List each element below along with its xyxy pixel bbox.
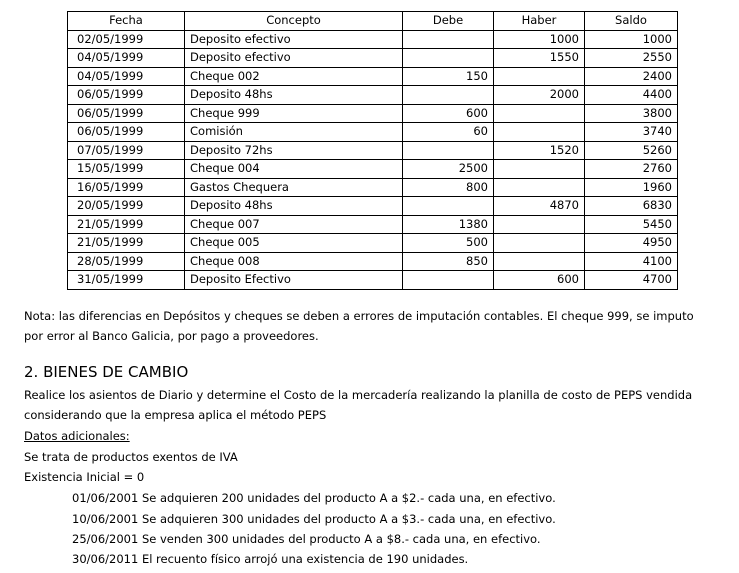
- cell-concepto: Comisión: [185, 123, 403, 142]
- instructions-line: Realice los asientos de Diario y determine el Costo de la mercadería realizando la planilla de costo de PEPS vendida: [24, 388, 693, 402]
- table-row: [68, 67, 678, 86]
- cell-saldo: 4950: [585, 234, 678, 253]
- cell-saldo: 2400: [585, 67, 678, 86]
- cell-debe: 2500: [403, 160, 494, 179]
- table-row: [68, 141, 678, 160]
- cell-haber: 1520: [494, 141, 585, 160]
- table-row: [68, 160, 678, 179]
- cell-fecha: 04/05/1999: [68, 49, 185, 68]
- cell-fecha: 31/05/1999: [68, 271, 185, 290]
- section-title: 2. BIENES DE CAMBIO: [24, 363, 189, 381]
- datos-label-wrapper: [24, 426, 724, 446]
- table-row: [68, 178, 678, 197]
- cell-saldo: 6830: [585, 197, 678, 216]
- cell-debe: [403, 271, 494, 290]
- cell-debe: 500: [403, 234, 494, 253]
- datos-adicionales-label: Datos adicionales:: [24, 429, 130, 443]
- table-row: [68, 252, 678, 271]
- list-item: 01/06/2001 Se adquieren 200 unidades del producto A a $2.- cada una, en efectivo.: [72, 491, 556, 505]
- header-saldo: Saldo: [585, 12, 678, 31]
- cell-concepto: Cheque 008: [185, 252, 403, 271]
- cell-concepto: Cheque 999: [185, 104, 403, 123]
- instructions-line: considerando que la empresa aplica el método PEPS: [24, 408, 327, 422]
- cell-concepto: Cheque 004: [185, 160, 403, 179]
- cell-haber: [494, 67, 585, 86]
- cell-fecha: 15/05/1999: [68, 160, 185, 179]
- cell-haber: [494, 104, 585, 123]
- cell-haber: [494, 234, 585, 253]
- note-line: Nota: las diferencias en Depósitos y cheques se deben a errores de imputación contables. El cheque 999, se imputo: [24, 309, 694, 323]
- cell-concepto: Deposito 48hs: [185, 86, 403, 105]
- cell-saldo: 1000: [585, 30, 678, 49]
- list-item: 25/06/2001 Se venden 300 unidades del producto A a $8.- cada una, en efectivo.: [72, 532, 541, 546]
- cell-saldo: 3740: [585, 123, 678, 142]
- table-row: [68, 86, 678, 105]
- cell-haber: [494, 160, 585, 179]
- note-paragraph: [24, 306, 724, 346]
- table-body: [68, 30, 678, 289]
- cell-fecha: 16/05/1999: [68, 178, 185, 197]
- table-row: [68, 234, 678, 253]
- iva-note: Se trata de productos exentos de IVA: [24, 450, 238, 464]
- cell-debe: 150: [403, 67, 494, 86]
- header-fecha: Fecha: [68, 12, 185, 31]
- cell-concepto: Deposito efectivo: [185, 49, 403, 68]
- cell-fecha: 06/05/1999: [68, 104, 185, 123]
- cell-fecha: 02/05/1999: [68, 30, 185, 49]
- cell-saldo: 4700: [585, 271, 678, 290]
- header-concepto: Concepto: [185, 12, 403, 31]
- table-row: [68, 49, 678, 68]
- cell-haber: [494, 123, 585, 142]
- cell-saldo: 3800: [585, 104, 678, 123]
- cell-debe: 800: [403, 178, 494, 197]
- cell-saldo: 5450: [585, 215, 678, 234]
- cell-debe: [403, 86, 494, 105]
- table-row: [68, 104, 678, 123]
- cell-haber: [494, 178, 585, 197]
- list-item: 10/06/2001 Se adquieren 300 unidades del producto A a $3.- cada una, en efectivo.: [72, 512, 556, 526]
- header-debe: Debe: [403, 12, 494, 31]
- cell-concepto: Deposito efectivo: [185, 30, 403, 49]
- note-line: por error al Banco Galicia, por pago a proveedores.: [24, 329, 319, 343]
- table-row: [68, 215, 678, 234]
- cell-fecha: 21/05/1999: [68, 215, 185, 234]
- cell-debe: 1380: [403, 215, 494, 234]
- cell-saldo: 2550: [585, 49, 678, 68]
- cell-haber: 1550: [494, 49, 585, 68]
- existencia-inicial: Existencia Inicial = 0: [24, 470, 145, 484]
- cell-fecha: 21/05/1999: [68, 234, 185, 253]
- cell-fecha: 04/05/1999: [68, 67, 185, 86]
- cell-fecha: 07/05/1999: [68, 141, 185, 160]
- cell-haber: 1000: [494, 30, 585, 49]
- cell-haber: 4870: [494, 197, 585, 216]
- cell-concepto: Deposito 48hs: [185, 197, 403, 216]
- cell-debe: [403, 141, 494, 160]
- cell-concepto: Cheque 007: [185, 215, 403, 234]
- cell-concepto: Deposito 72hs: [185, 141, 403, 160]
- cell-debe: [403, 49, 494, 68]
- cell-haber: [494, 215, 585, 234]
- cell-fecha: 06/05/1999: [68, 123, 185, 142]
- list-item: 30/06/2011 El recuento físico arrojó una existencia de 190 unidades.: [72, 552, 469, 566]
- table-row: [68, 30, 678, 49]
- cell-saldo: 4400: [585, 86, 678, 105]
- cell-debe: [403, 197, 494, 216]
- cell-debe: [403, 30, 494, 49]
- cell-debe: 850: [403, 252, 494, 271]
- table-row: [68, 197, 678, 216]
- cell-saldo: 4100: [585, 252, 678, 271]
- cell-haber: 2000: [494, 86, 585, 105]
- bank-ledger-table: [67, 11, 678, 290]
- cell-debe: 60: [403, 123, 494, 142]
- cell-debe: 600: [403, 104, 494, 123]
- cell-haber: [494, 252, 585, 271]
- table-row: [68, 123, 678, 142]
- cell-saldo: 2760: [585, 160, 678, 179]
- cell-concepto: Gastos Chequera: [185, 178, 403, 197]
- table-header-row: [68, 12, 678, 31]
- cell-concepto: Cheque 005: [185, 234, 403, 253]
- cell-concepto: Deposito Efectivo: [185, 271, 403, 290]
- cell-haber: 600: [494, 271, 585, 290]
- cell-fecha: 06/05/1999: [68, 86, 185, 105]
- header-haber: Haber: [494, 12, 585, 31]
- cell-saldo: 5260: [585, 141, 678, 160]
- cell-fecha: 28/05/1999: [68, 252, 185, 271]
- cell-fecha: 20/05/1999: [68, 197, 185, 216]
- table-row: [68, 271, 678, 290]
- cell-concepto: Cheque 002: [185, 67, 403, 86]
- cell-saldo: 1960: [585, 178, 678, 197]
